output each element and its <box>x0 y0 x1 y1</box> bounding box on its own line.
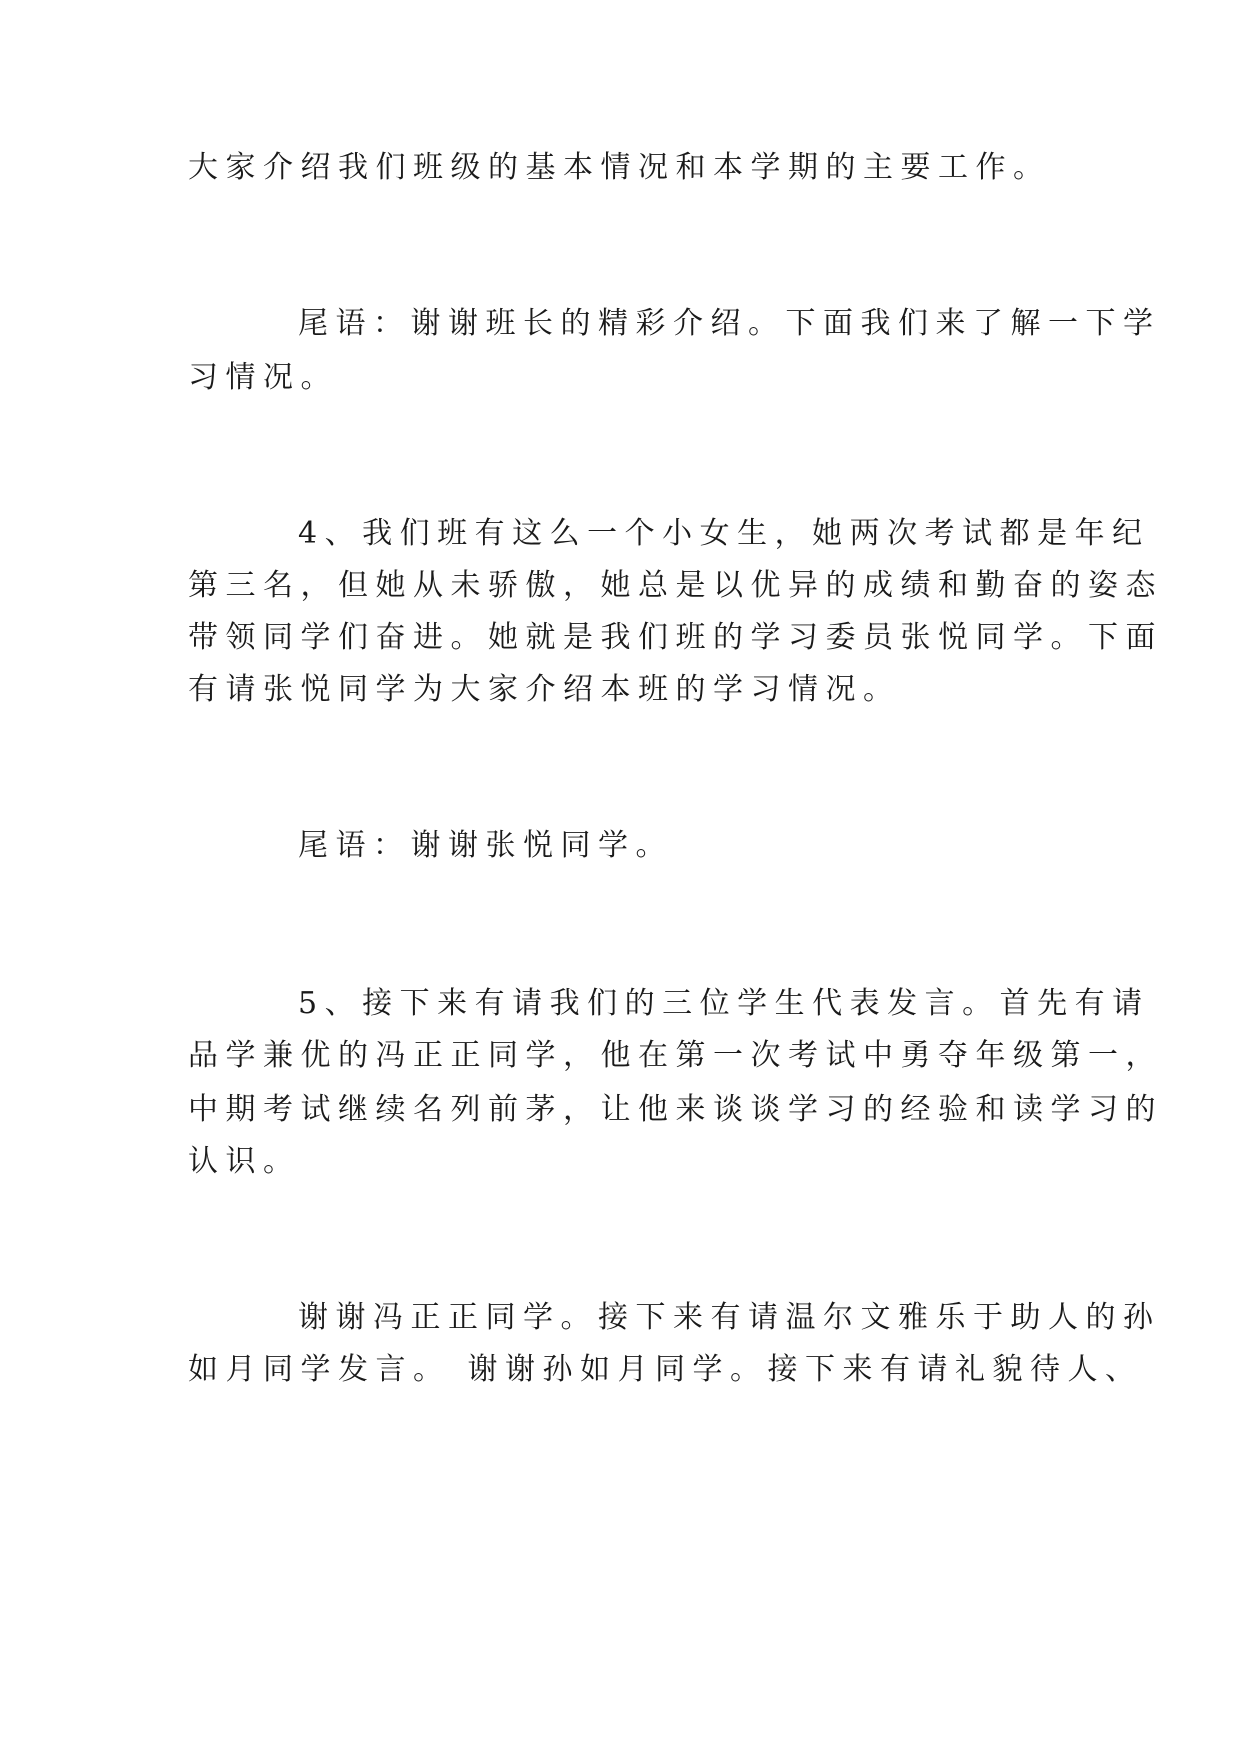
paragraph-3-line-4: 有请张悦同学为大家介绍本班的学习情况。 <box>188 672 901 707</box>
paragraph-4-line-1: 尾语：谢谢张悦同学。 <box>298 828 673 863</box>
paragraph-3-line-2: 第三名，但她从未骄傲，她总是以优异的成绩和勤奋的姿态 <box>188 568 1163 603</box>
paragraph-2-line-2: 习情况。 <box>188 360 338 395</box>
paragraph-6-line-1: 谢谢冯正正同学。接下来有请温尔文雅乐于助人的孙 <box>298 1300 1161 1335</box>
paragraph-5-line-4: 认识。 <box>188 1144 301 1179</box>
paragraph-5-line-1: 5、接下来有请我们的三位学生代表发言。首先有请 <box>298 986 1150 1021</box>
paragraph-5-line-2: 品学兼优的冯正正同学，他在第一次考试中勇夺年级第一， <box>188 1038 1163 1073</box>
paragraph-2-line-1: 尾语：谢谢班长的精彩介绍。下面我们来了解一下学 <box>298 306 1161 341</box>
paragraph-1-line-1: 大家介绍我们班级的基本情况和本学期的主要工作。 <box>188 150 1051 185</box>
paragraph-6-line-2: 如月同学发言。 谢谢孙如月同学。接下来有请礼貌待人、 <box>188 1352 1143 1387</box>
paragraph-5-line-3: 中期考试继续名列前茅，让他来谈谈学习的经验和读学习的 <box>188 1092 1163 1127</box>
paragraph-3-line-3: 带领同学们奋进。她就是我们班的学习委员张悦同学。下面 <box>188 620 1163 655</box>
paragraph-3-line-1: 4、我们班有这么一个小女生，她两次考试都是年纪 <box>298 516 1150 551</box>
